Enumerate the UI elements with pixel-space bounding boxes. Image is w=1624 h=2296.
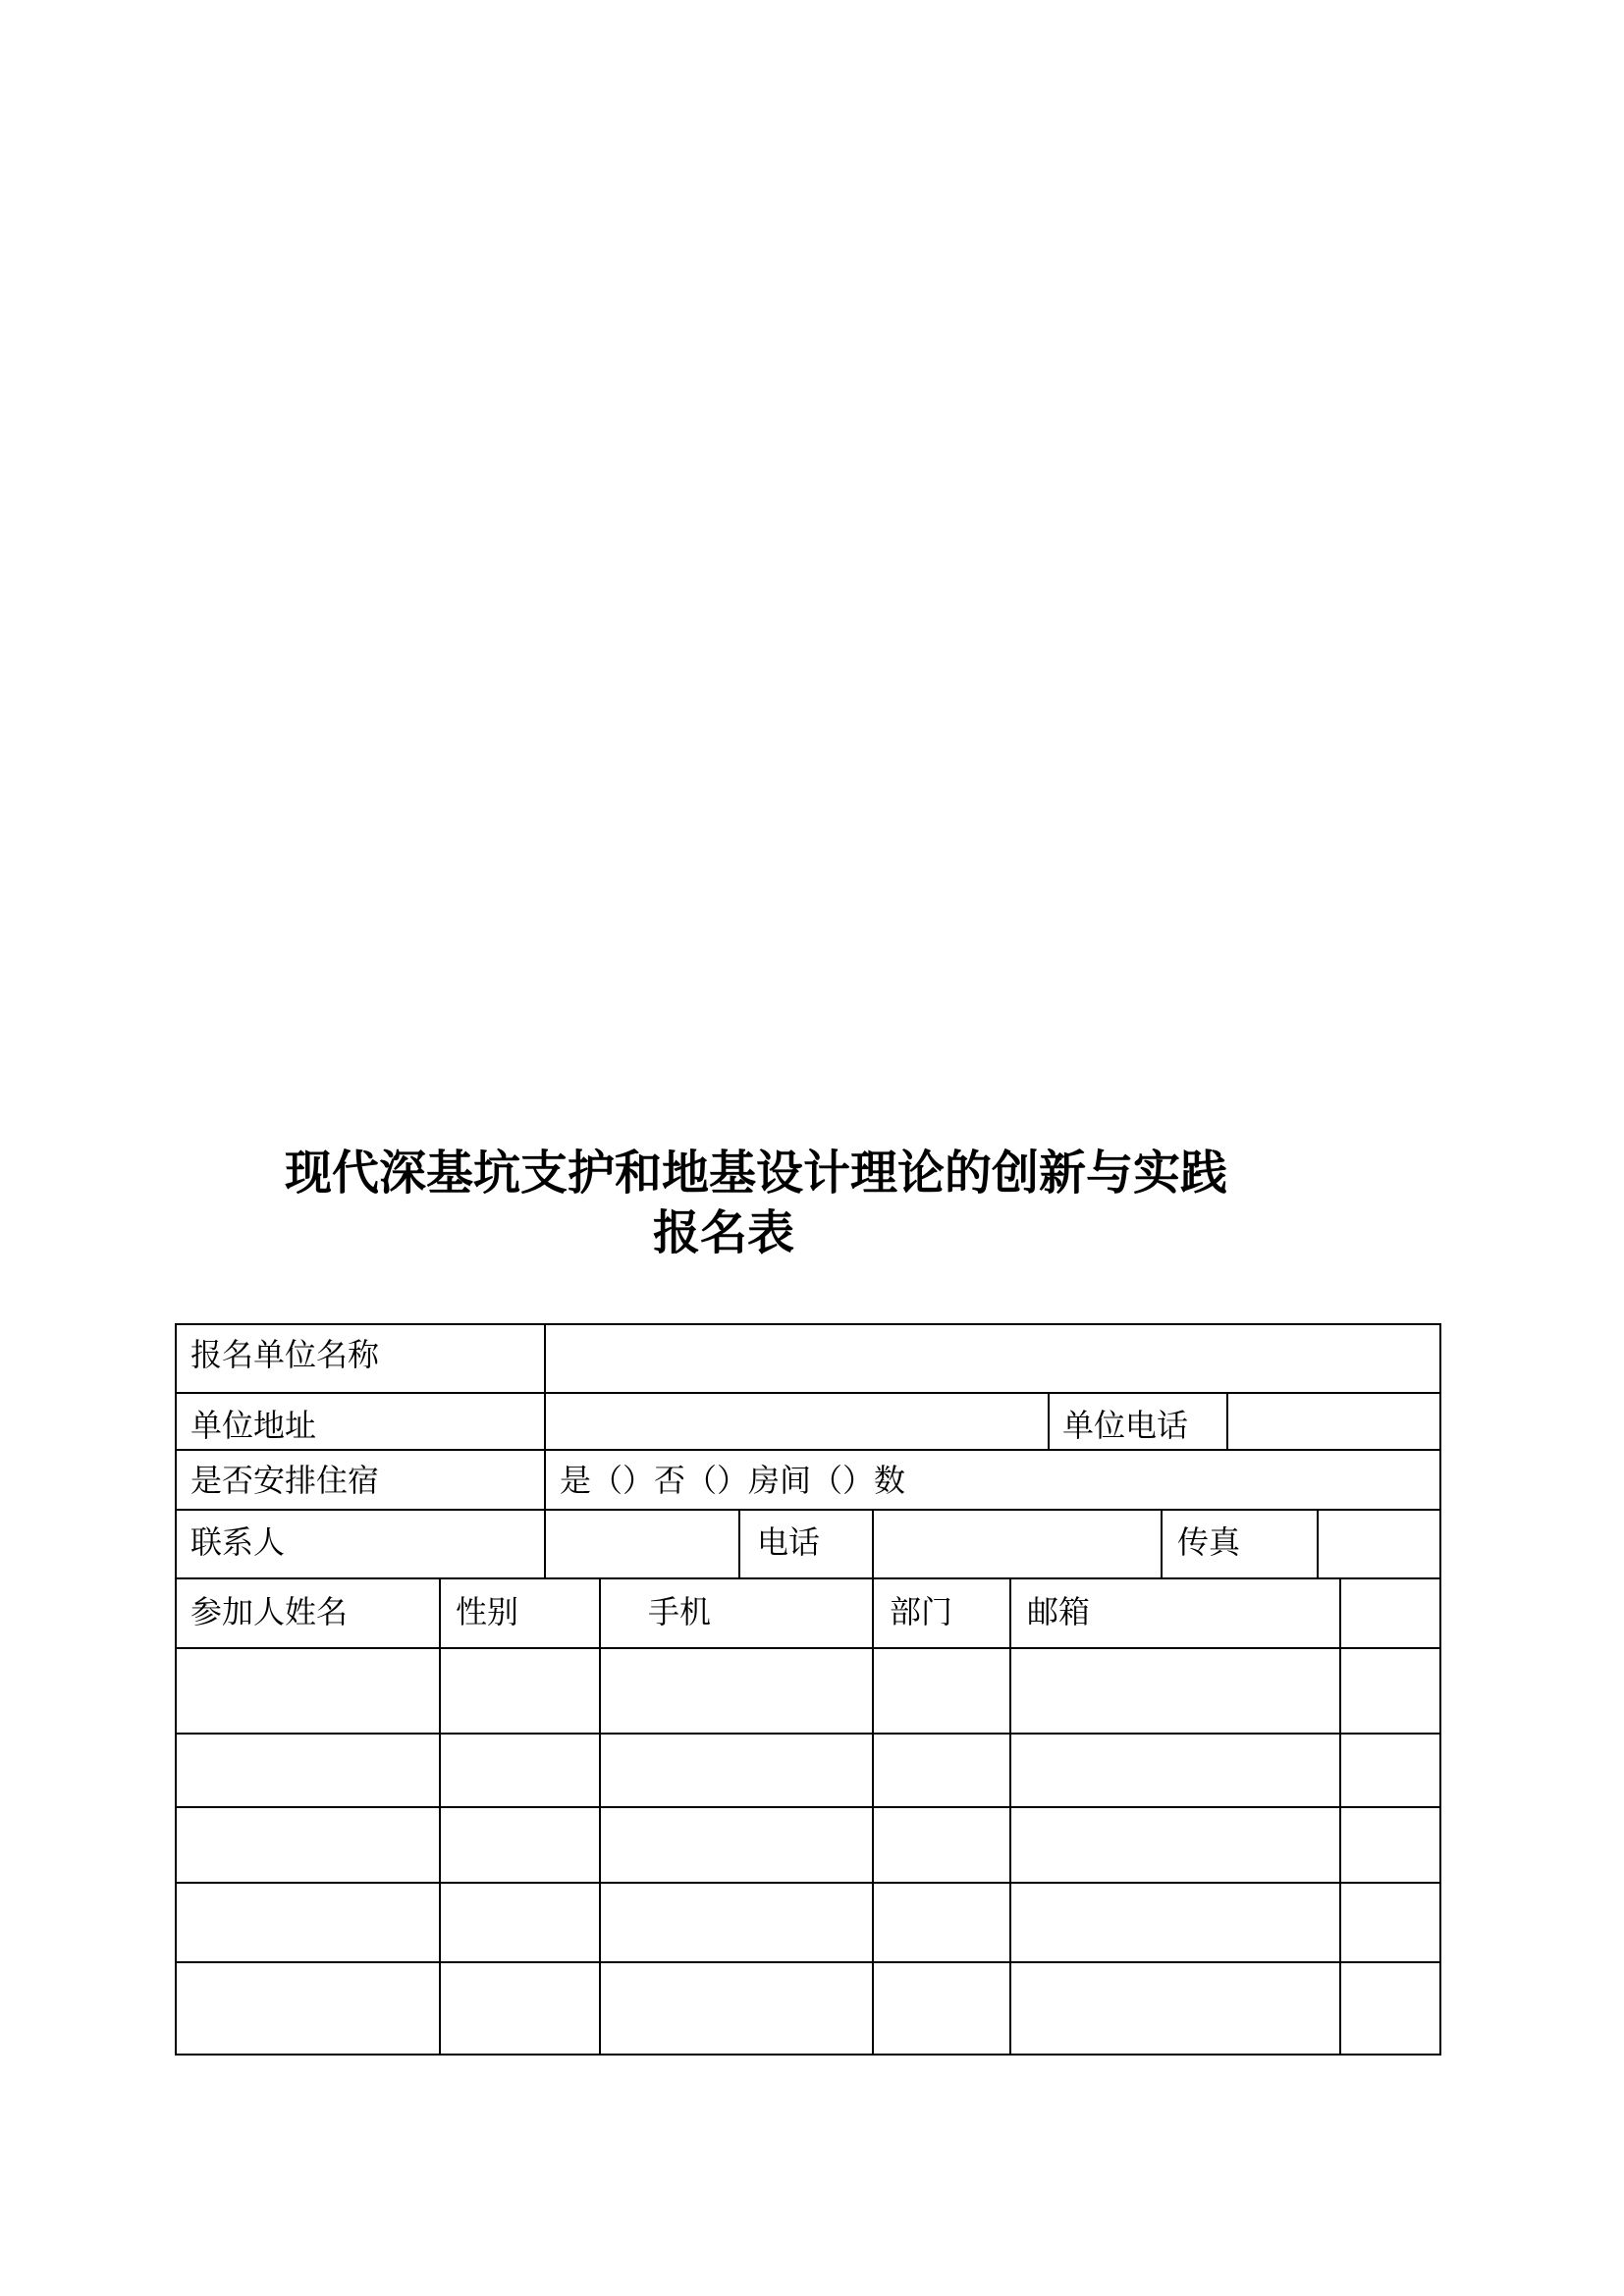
unit-address-field[interactable]	[546, 1394, 1048, 1449]
table-row[interactable]	[177, 1735, 1439, 1806]
participant-email-header: 邮箱	[1027, 1593, 1091, 1630]
unit-phone-field[interactable]	[1228, 1394, 1439, 1449]
participant-name-header: 参加人姓名	[190, 1593, 349, 1630]
contact-phone-label: 电话	[757, 1523, 821, 1561]
unit-phone-label: 单位电话	[1062, 1407, 1189, 1444]
table-row-divider	[175, 1449, 1440, 1451]
table-row-divider	[175, 1509, 1440, 1511]
fax-label: 传真	[1177, 1523, 1241, 1561]
participant-gender-header: 性别	[456, 1593, 519, 1630]
contact-field[interactable]	[546, 1511, 738, 1577]
table-row[interactable]	[177, 1808, 1439, 1882]
lodging-label: 是否安排住宿	[190, 1462, 380, 1499]
table-col-divider	[738, 1509, 740, 1579]
participant-mobile-header: 手机	[648, 1593, 712, 1630]
table-col-divider	[1161, 1509, 1163, 1579]
table-row[interactable]	[177, 1963, 1439, 2054]
document-subtitle: 报名表	[652, 1205, 794, 1260]
table-row[interactable]	[177, 1884, 1439, 1961]
fax-field[interactable]	[1319, 1511, 1439, 1577]
contact-label: 联系人	[190, 1523, 286, 1561]
document-title: 现代深基坑支护和地基设计理论的创新与实践	[284, 1146, 1227, 1201]
participant-department-header: 部门	[890, 1593, 953, 1630]
table-row-divider	[175, 1577, 1440, 1579]
unit-name-label: 报名单位名称	[190, 1336, 380, 1373]
table-col-divider	[1048, 1392, 1050, 1451]
unit-address-label: 单位地址	[190, 1407, 317, 1444]
table-row[interactable]	[177, 1649, 1439, 1733]
contact-phone-field[interactable]	[874, 1511, 1161, 1577]
table-border-right	[1439, 1323, 1441, 2056]
unit-name-field[interactable]	[546, 1325, 1439, 1392]
lodging-options[interactable]: 是（）否（）房间（）数	[560, 1462, 906, 1499]
table-border-bottom	[175, 2054, 1440, 2056]
